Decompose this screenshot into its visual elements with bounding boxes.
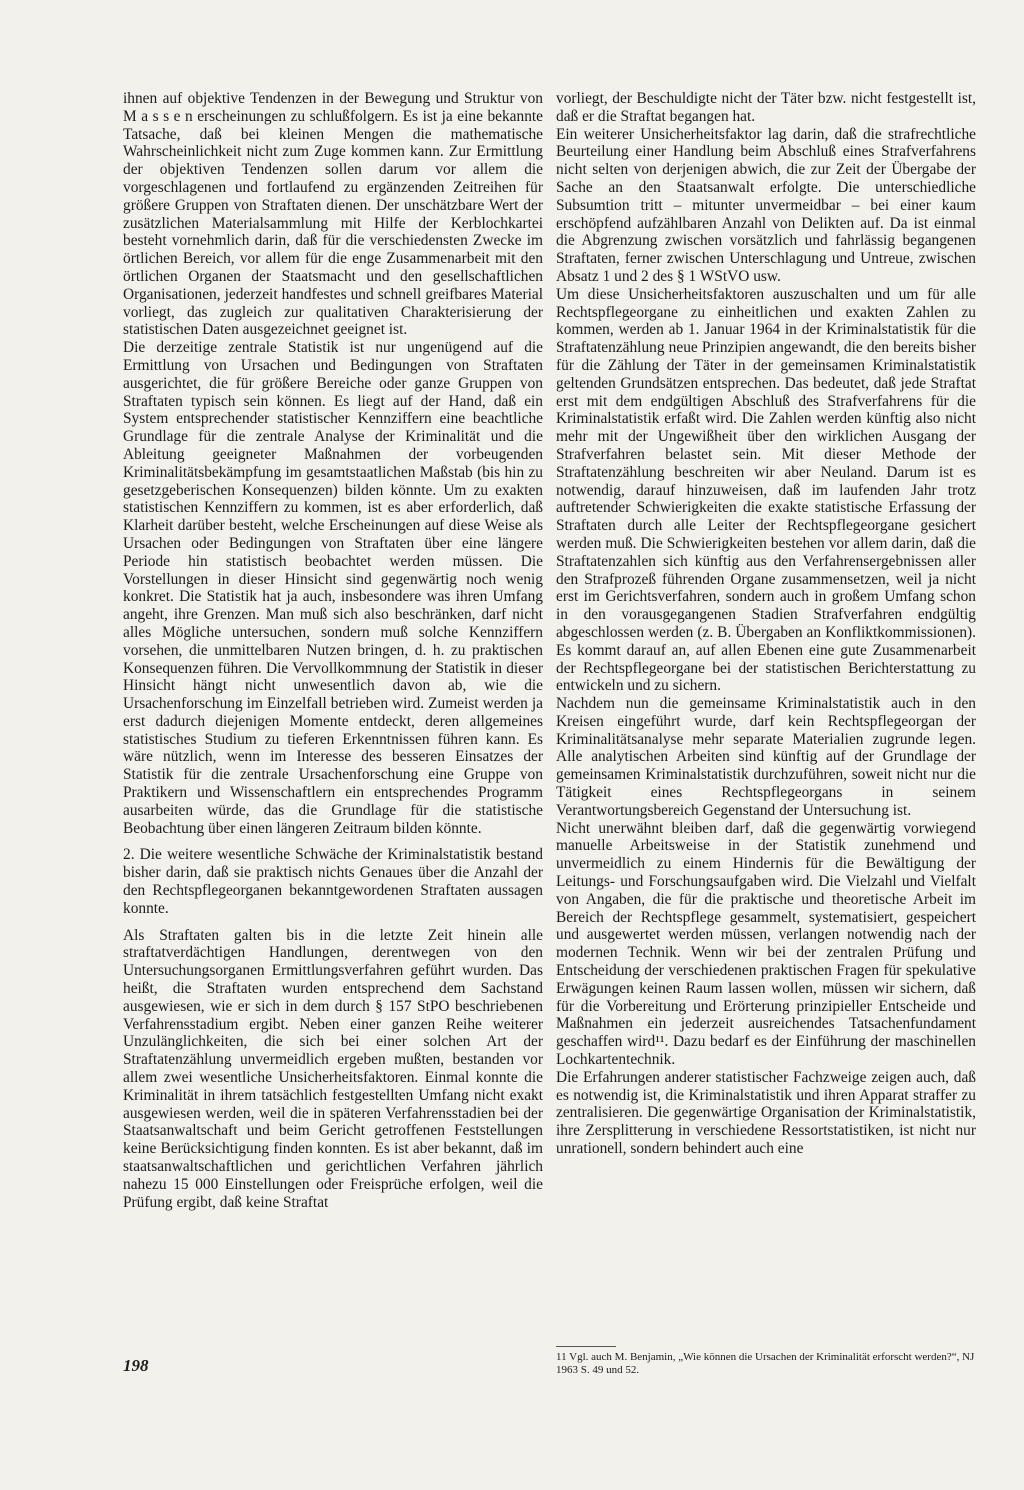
paragraph: Nachdem nun die gemeinsame Kriminalstatistik auch in den Kreisen eingeführt wurde, darf kein Rechtspflegeorgan der Kriminalitätsanalyse mehr separate Materialien zugrunde legen. Alle analytischen Arbeiten sind künftig auf der Grundlage der gemeinsamen Kriminalstatistik durchzuführen, soweit nicht nur die Tätigkeit eines Rechtspflegeorgans in seinem Verantwortungsbereich Gegenstand der Untersuchung ist. xyxy=(556,695,976,819)
footnote: 11 Vgl. auch M. Benjamin, „Wie können die Ursachen der Kriminalität erforscht werden?“, NJ 1963 S. 49 und 52. xyxy=(556,1351,975,1376)
paragraph: Die derzeitige zentrale Statistik ist nur ungenügend auf die Ermittlung von Ursachen und Bedingungen von Straftaten ausgerichtet, die für größere Bereiche oder ganze Gruppen von Straftaten typisch sein können. Es liegt auf der Hand, daß ein System entsprechender statistischer Kennziffern eine beachtliche Grundlage für die zentrale Analyse der Kriminalität und die Ableitung geeigneter Maßnahmen der vorbeugenden Kriminalitätsbekämpfung im gesamtstaatlichen Maßstab (bis hin zu gesetzgeberischen Konsequenzen) bilden könnte. Um zu exakten statistischen Kennziffern zu kommen, ist es aber erforderlich, daß Klarheit darüber besteht, welche Erscheinungen auf diese Weise als Ursachen oder Bedingungen von Straftaten über eine längere Periode hin statistisch beobachtet werden müssen. Die Vorstellungen in dieser Hinsicht sind gegenwärtig noch wenig konkret. Die Statistik hat ja auch, insbesondere was ihren Umfang angeht, ihre Grenzen. Man muß sich also beschränken, darf nicht alles Mögliche untersuchen, sondern muß solche Kennziffern vorsehen, die unmittelbaren Nutzen bringen, d. h. zu praktischen Konsequenzen führen. Die Vervollkommnung der Statistik in dieser Hinsicht hängt nicht unwesentlich davon ab, wie die Ursachenforschung im Einzelfall betrieben wird. Zumeist werden ja erst dadurch diejenigen Momente entdeckt, deren allgemeines statistisches Studium zu tieferen Erkenntnissen führen kann. Es wäre nützlich, wenn im Interesse des besseren Einsatzes der Statistik für die zentrale Ursachenforschung eine Gruppe von Praktikern und Wissenschaftlern ein entsprechendes Programm ausarbeiten würde, das die Grundlage für die statistische Beobachtung über einen längeren Zeitraum bilden könnte. xyxy=(123,339,543,837)
page-number: 198 xyxy=(123,1356,149,1375)
paragraph: Nicht unerwähnt bleiben darf, daß die gegenwärtig vorwiegend manuelle Arbeitsweise in der Statistik zunehmend und unvermeidlich zu einem Hindernis für die Bewältigung der Leitungs- und Forschungsaufgaben wird. Die Vielzahl und Vielfalt von Angaben, die für die praktische und theoretische Arbeit im Bereich der Rechtspflege gesammelt, systematisiert, gespeichert und ausgewertet werden müssen, verlangen notwendig nach der modernen Technik. Wenn wir bei der zentralen Prüfung und Entscheidung der verschiedenen praktischen Fragen für spekulative Erwägungen keinen Raum lassen wollen, müssen wir sichern, daß für die Vorbereitung und Erörterung prinzipieller Entscheide und Maßnahmen ein jederzeit ausreichendes Tatsachenfundament geschaffen wird¹¹. Dazu bedarf es der Einführung der maschinellen Lochkartentechnik. xyxy=(556,819,976,1069)
paragraph: ihnen auf objektive Tendenzen in der Bewegung und Struktur von M a s s e n erscheinungen zu schlußfolgern. Es ist ja eine bekannte Tatsache, daß bei kleinen Mengen die mathematische Wahrscheinlichkeit nicht zum Zuge kommen kann. Zur Ermittlung der objektiven Tendenzen sollen darum vor allem die vorgeschlagenen und fortlaufend zu ergänzenden Zeitreihen für größere Gruppen von Straftaten dienen. Der unschätzbare Wert der zusätzlichen Materialsammlung mit Hilfe der Kerblochkartei besteht vornehmlich darin, daß für die verschiedensten Zwecke im örtlichen Bereich, vor allem für die enge Zusammenarbeit mit den örtlichen Organen der Staatsmacht und den gesellschaftlichen Organisationen, jederzeit handfestes und schnell greifbares Material vorliegt, das zugleich zur qualitativen Charakterisierung der statistischen Daten ausgezeichnet geeignet ist. xyxy=(123,90,543,339)
paragraph: Ein weiterer Unsicherheitsfaktor lag darin, daß die strafrechtliche Beurteilung einer Handlung beim Abschluß eines Strafverfahrens nicht selten von derjenigen abwich, die zur Zeit der Übergabe der Sache an den Staatsanwalt erfolgte. Die unterschiedliche Subsumtion tritt – mitunter unvermeidbar – bei einer kaum erschöpfend aufzählbaren Anzahl von Delikten auf. Da ist einmal die Abgrenzung zwischen vorsätzlich und fahrlässig begangenen Straftaten, ferner zwischen Unterschlagung und Untreue, zwischen Absatz 1 und 2 des § 1 WStVO usw. xyxy=(556,125,976,285)
paragraph: Um diese Unsicherheitsfaktoren auszuschalten und um für alle Rechtspflegeorgane zu einheitlichen und exakten Zahlen zu kommen, werden ab 1. Januar 1964 in der Kriminalstatistik für die Straftatenzählung neue Prinzipien angewandt, die den bereits bisher für die Zählung der Täter in der gemeinsamen Kriminalstatistik geltenden Grundsätzen entsprechen. Das bedeutet, daß jede Straftat erst mit dem endgültigen Abschluß des Strafverfahrens für die Kriminalstatistik erfaßt wird. Die Zahlen werden künftig also nicht mehr mit der Ungewißheit über den wirklichen Ausgang der Strafverfahren belastet sein. Mit dieser Methode der Straftatenzählung beschreiten wir aber Neuland. Darum ist es notwendig, darauf hinzuweisen, daß im laufenden Jahr trotz auftretender Schwierigkeiten die exakte statistische Erfassung der Straftaten durch alle Leiter der Rechtspflegeorgane gesichert werden muß. Die Schwierigkeiten bestehen vor allem darin, daß die Straftatenzahlen sich künftig aus den Verfahrensergebnissen aller den Strafprozeß führenden Organe zusammensetzen, weil ja nicht erst im Gerichtsverfahren, sondern auch in großem Umfang schon in den vorausgegangenen Stadien Strafverfahren endgültig abgeschlossen werden (z. B. Übergaben an Konfliktkommissionen). Es kommt darauf an, auf allen Ebenen eine gute Zusammenarbeit der Rechtspflegeorgane bei der statistischen Berichterstattung zu entwickeln und zu sichern. xyxy=(556,285,976,695)
paragraph: 2. Die weitere wesentliche Schwäche der Kriminalstatistik bestand bisher darin, daß sie praktisch nichts Genaues über die Anzahl der den Rechtspflegeorganen bekanntgewordenen Straftaten aussagen konnte. xyxy=(123,846,543,917)
paragraph: Als Straftaten galten bis in die letzte Zeit hinein alle straftatverdächtigen Handlungen, derentwegen von den Untersuchungsorganen Ermittlungsverfahren geführt wurden. Das heißt, die Straftaten wurden entsprechend dem Sachstand ausgewiesen, wie er sich in dem durch § 157 StPO beschriebenen Verfahrensstadium ergibt. Neben einer ganzen Reihe weiterer Unzulänglichkeiten, die sich bei einer solchen Art der Straftatenzählung unvermeidlich ergeben mußten, bestanden vor allem zwei wesentliche Unsicherheitsfaktoren. Einmal konnte die Kriminalität in ihrem tatsächlich festgestellten Umfang nicht exakt ausgewiesen werden, weil die in späteren Verfahrensstadien bei der Staatsanwaltschaft und beim Gericht getroffenen Feststellungen keine Berücksichtigung finden konnten. Es ist aber bekannt, daß im staatsanwaltschaftlichen und gerichtlichen Verfahren jährlich nahezu 15 000 Einstellungen oder Freisprüche erfolgen, weil die Prüfung ergibt, daß keine Straftat xyxy=(123,926,543,1211)
right-text-column xyxy=(556,90,976,1158)
paragraph: vorliegt, der Beschuldigte nicht der Täter bzw. nicht festgestellt ist, daß er die Straftat begangen hat. xyxy=(556,90,976,125)
left-text-column xyxy=(123,90,543,1211)
paragraph: Die Erfahrungen anderer statistischer Fachzweige zeigen auch, daß es notwendig ist, die Kriminalstatistik und ihren Apparat straffer zu zentralisieren. Die gegenwärtige Organisation der Kriminalstatistik, ihre Zersplitterung in verschiedene Ressortstatistiken, ist nicht nur unrationell, sondern behindert auch eine xyxy=(556,1068,976,1158)
footnote-divider xyxy=(556,1346,616,1347)
